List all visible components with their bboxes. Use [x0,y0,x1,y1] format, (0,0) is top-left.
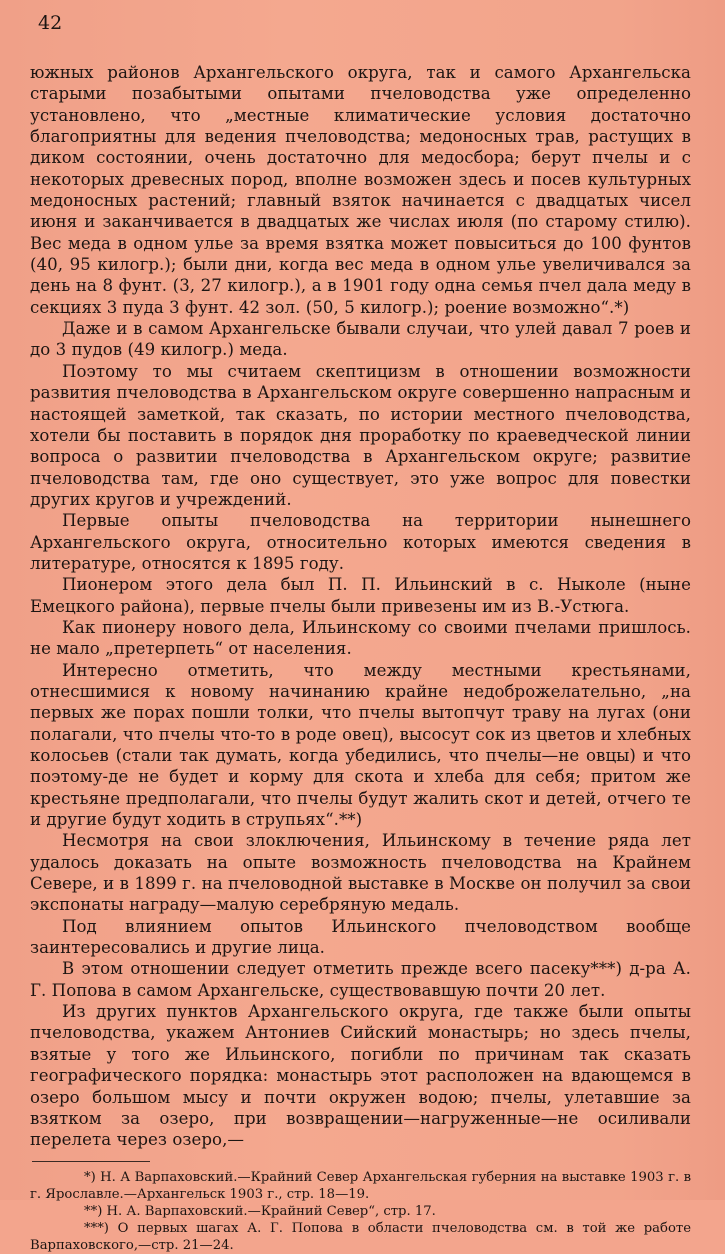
paragraph-2: Даже и в самом Архангельске бывали случаи, что улей давал 7 роев и до 3 пудов (49 килогр.) меда. [30,319,691,360]
paragraph-10: В этом отношении следует отметить прежде всего пасеку***) д-ра А. Г. Попова в самом Архангельске, существовавшую почти 20 лет. [30,959,691,1000]
paragraph-9: Под влиянием опытов Ильинского пчеловодством вообще заинтересовались и другие лица. [30,916,691,958]
paragraph-5: Пионером этого дела был П. П. Ильинский в с. Ныколе (ныне Емецкого района), первые пчелы были привезены им из В.-Устюга. [30,575,691,616]
paragraph-3: Поэтому то мы считаем скептицизм в отношении возможности развития пчеловодства в Архангельском округе совершенно напрасным и настоящей заметкой, так сказать, по истории местного пчеловодства, хотели бы поставить в порядок дня проработку по краеведческой линии вопроса о развитии пчеловодства в Архангельском округе; развитие пчеловодства там, где оно существует, это уже вопрос для повестки других кругов и учреждений. [30,361,691,509]
paragraph-7: Интересно отметить, что между местными крестьянами, отнесшимися к новому начинанию крайне недоброжелательно, „на первых же порах пошли толки, что пчелы вытопчут траву на лугах (они полагали, что пчелы что-то в роде овец), высосут сок из цветов и хлебных колосьев (стали так думать, когда убедились, что пчелы—не овцы) и что поэтому-де не будет и корму для скота и хлеба для себя; притом же крестьяне предполагали, что пчелы будут жалить скот и детей, отчего те и другие будут ходить в струпьях“.**) [30,660,691,830]
paragraph-1: южных районов Архангельского округа, так и самого Архангельска старыми позабытыми опытами пчеловодства уже определенно установлено, что „местные климатические условия достаточно благоприятны для ведения пчеловодства; медоносных трав, растущих в диком состоянии, очень достаточно для медосбора; берут пчелы и с некоторых древесных пород, вполне возможен здесь и посев культурных медоносных растений; главный взяток начинается с двадцатых чисел июня и заканчивается в двадцатых же числах июля (по старому стилю). Вес меда в одном улье за время взятка может повыситься до 100 фунтов (40, 95 килогр.); были дни, когда вес меда в одном улье увеличивался за день на 8 фунт. (3, 27 килогр.), а в 1901 году одна семья пчел дала меду в секциях 3 пуда 3 фунт. 42 зол. (50, 5 килогр.); роение возможно“.*) [30,63,691,317]
footnote-2: **) Н. А. Варпаховский.—Крайний Север“, стр. 17. [84,1203,436,1219]
footnote-1: *) Н. А Варпаховский.—Крайний Север Архангельская губерния на выставке 1903 г. в г. Ярославле.—Архангельск 1903 г., стр. 18—19. [30,1169,691,1202]
paragraph-8: Несмотря на свои злоключения, Ильинскому в течение ряда лет удалось доказать на опыте возможность пчеловодства на Крайнем Севере, и в 1899 г. на пчеловодной выставке в Москве он получил за свои экспонаты награду—малую серебряную медаль. [30,831,691,915]
footnotes [30,1169,691,1254]
paragraph-11: Из других пунктов Архангельского округа, где также были опыты пчеловодства, укажем Антониев Сийский монастырь; но здесь пчелы, взятые у того же Ильинского, погибли по причинам так сказать географического порядка: монастырь этот расположен на вдающемся в озеро большом мысу и почти окружен водою; пчелы, улетавшие за взятком за озеро, при возвращении—нагруженные—не осиливали перелета через озеро,— [30,1002,691,1150]
main-text [30,62,691,1151]
footnote-3: ***) О первых шагах А. Г. Попова в области пчеловодства см. в той же работе Варпаховского,—стр. 21—24. [30,1220,691,1253]
paragraph-4: Первые опыты пчеловодства на территории нынешнего Архангельского округа, относительно которых имеются сведения в литературе, относятся к 1895 году. [30,511,691,573]
page-number: 42 [38,12,63,34]
footnote-divider [32,1161,150,1162]
paragraph-6: Как пионеру нового дела, Ильинскому со своими пчелами пришлось. не мало „претерпеть“ от населения. [30,617,691,659]
